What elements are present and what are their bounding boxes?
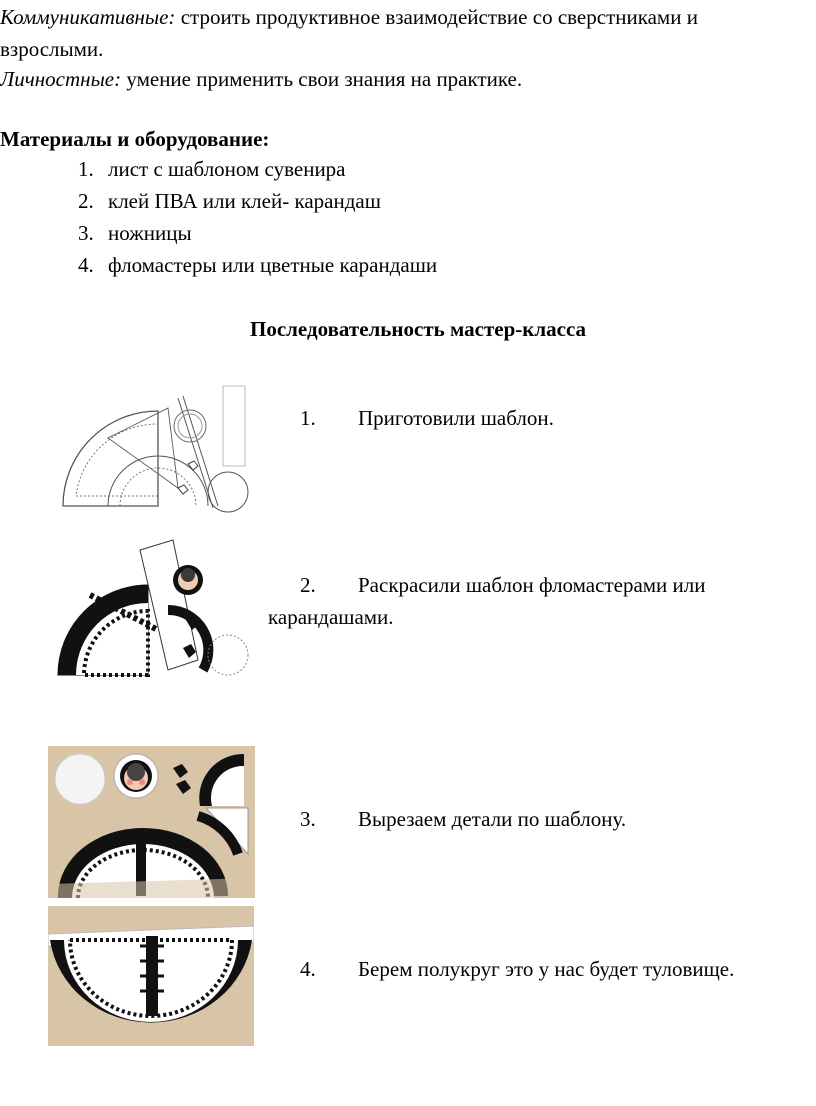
list-item-text: клей ПВА или клей- карандаш: [108, 189, 381, 213]
template-photo: [48, 368, 255, 520]
personal-text: умение применить свои знания на практике.: [121, 67, 523, 91]
step-4: [300, 956, 734, 982]
list-item: [78, 220, 192, 246]
communicative-text: строить продуктивное взаимодействие со сверстниками и: [175, 5, 698, 29]
step-text: Вырезаем детали по шаблону.: [358, 807, 627, 831]
list-item: [78, 188, 381, 214]
list-item: [78, 252, 437, 278]
list-item-text: фломастеры или цветные карандаши: [108, 253, 438, 277]
list-item-number: 3.: [78, 221, 94, 245]
personal-label: Личностные:: [0, 67, 122, 91]
sequence-heading: Последовательность мастер-класса: [250, 317, 587, 341]
step-text: Приготовили шаблон.: [358, 406, 554, 430]
body-semicircle-photo: [48, 906, 254, 1046]
materials-heading: Материалы и оборудование:: [0, 127, 270, 151]
communicative-line-cont: взрослыми.: [0, 37, 104, 61]
step-2-cont: карандашами.: [268, 605, 394, 629]
step-number: 1.: [300, 406, 316, 430]
list-item-number: 2.: [78, 189, 94, 213]
personal-line: [0, 66, 522, 92]
list-item-text: ножницы: [108, 221, 192, 245]
step-3: [300, 806, 626, 832]
list-item-text: лист с шаблоном сувенира: [108, 157, 346, 181]
communicative-line: [0, 4, 698, 30]
step-1: [300, 405, 554, 431]
list-item: [78, 156, 346, 182]
step-number: 2.: [300, 573, 316, 597]
step-text: Берем полукруг это у нас будет туловище.: [358, 957, 735, 981]
step-2: [300, 572, 706, 598]
cut-details-photo: [48, 746, 255, 898]
colored-template-photo: [48, 530, 254, 680]
list-item-number: 1.: [78, 157, 94, 181]
list-item-number: 4.: [78, 253, 94, 277]
communicative-label: Коммуникативные:: [0, 5, 176, 29]
step-number: 4.: [300, 957, 316, 981]
step-number: 3.: [300, 807, 316, 831]
step-text: Раскрасили шаблон фломастерами или: [358, 573, 706, 597]
